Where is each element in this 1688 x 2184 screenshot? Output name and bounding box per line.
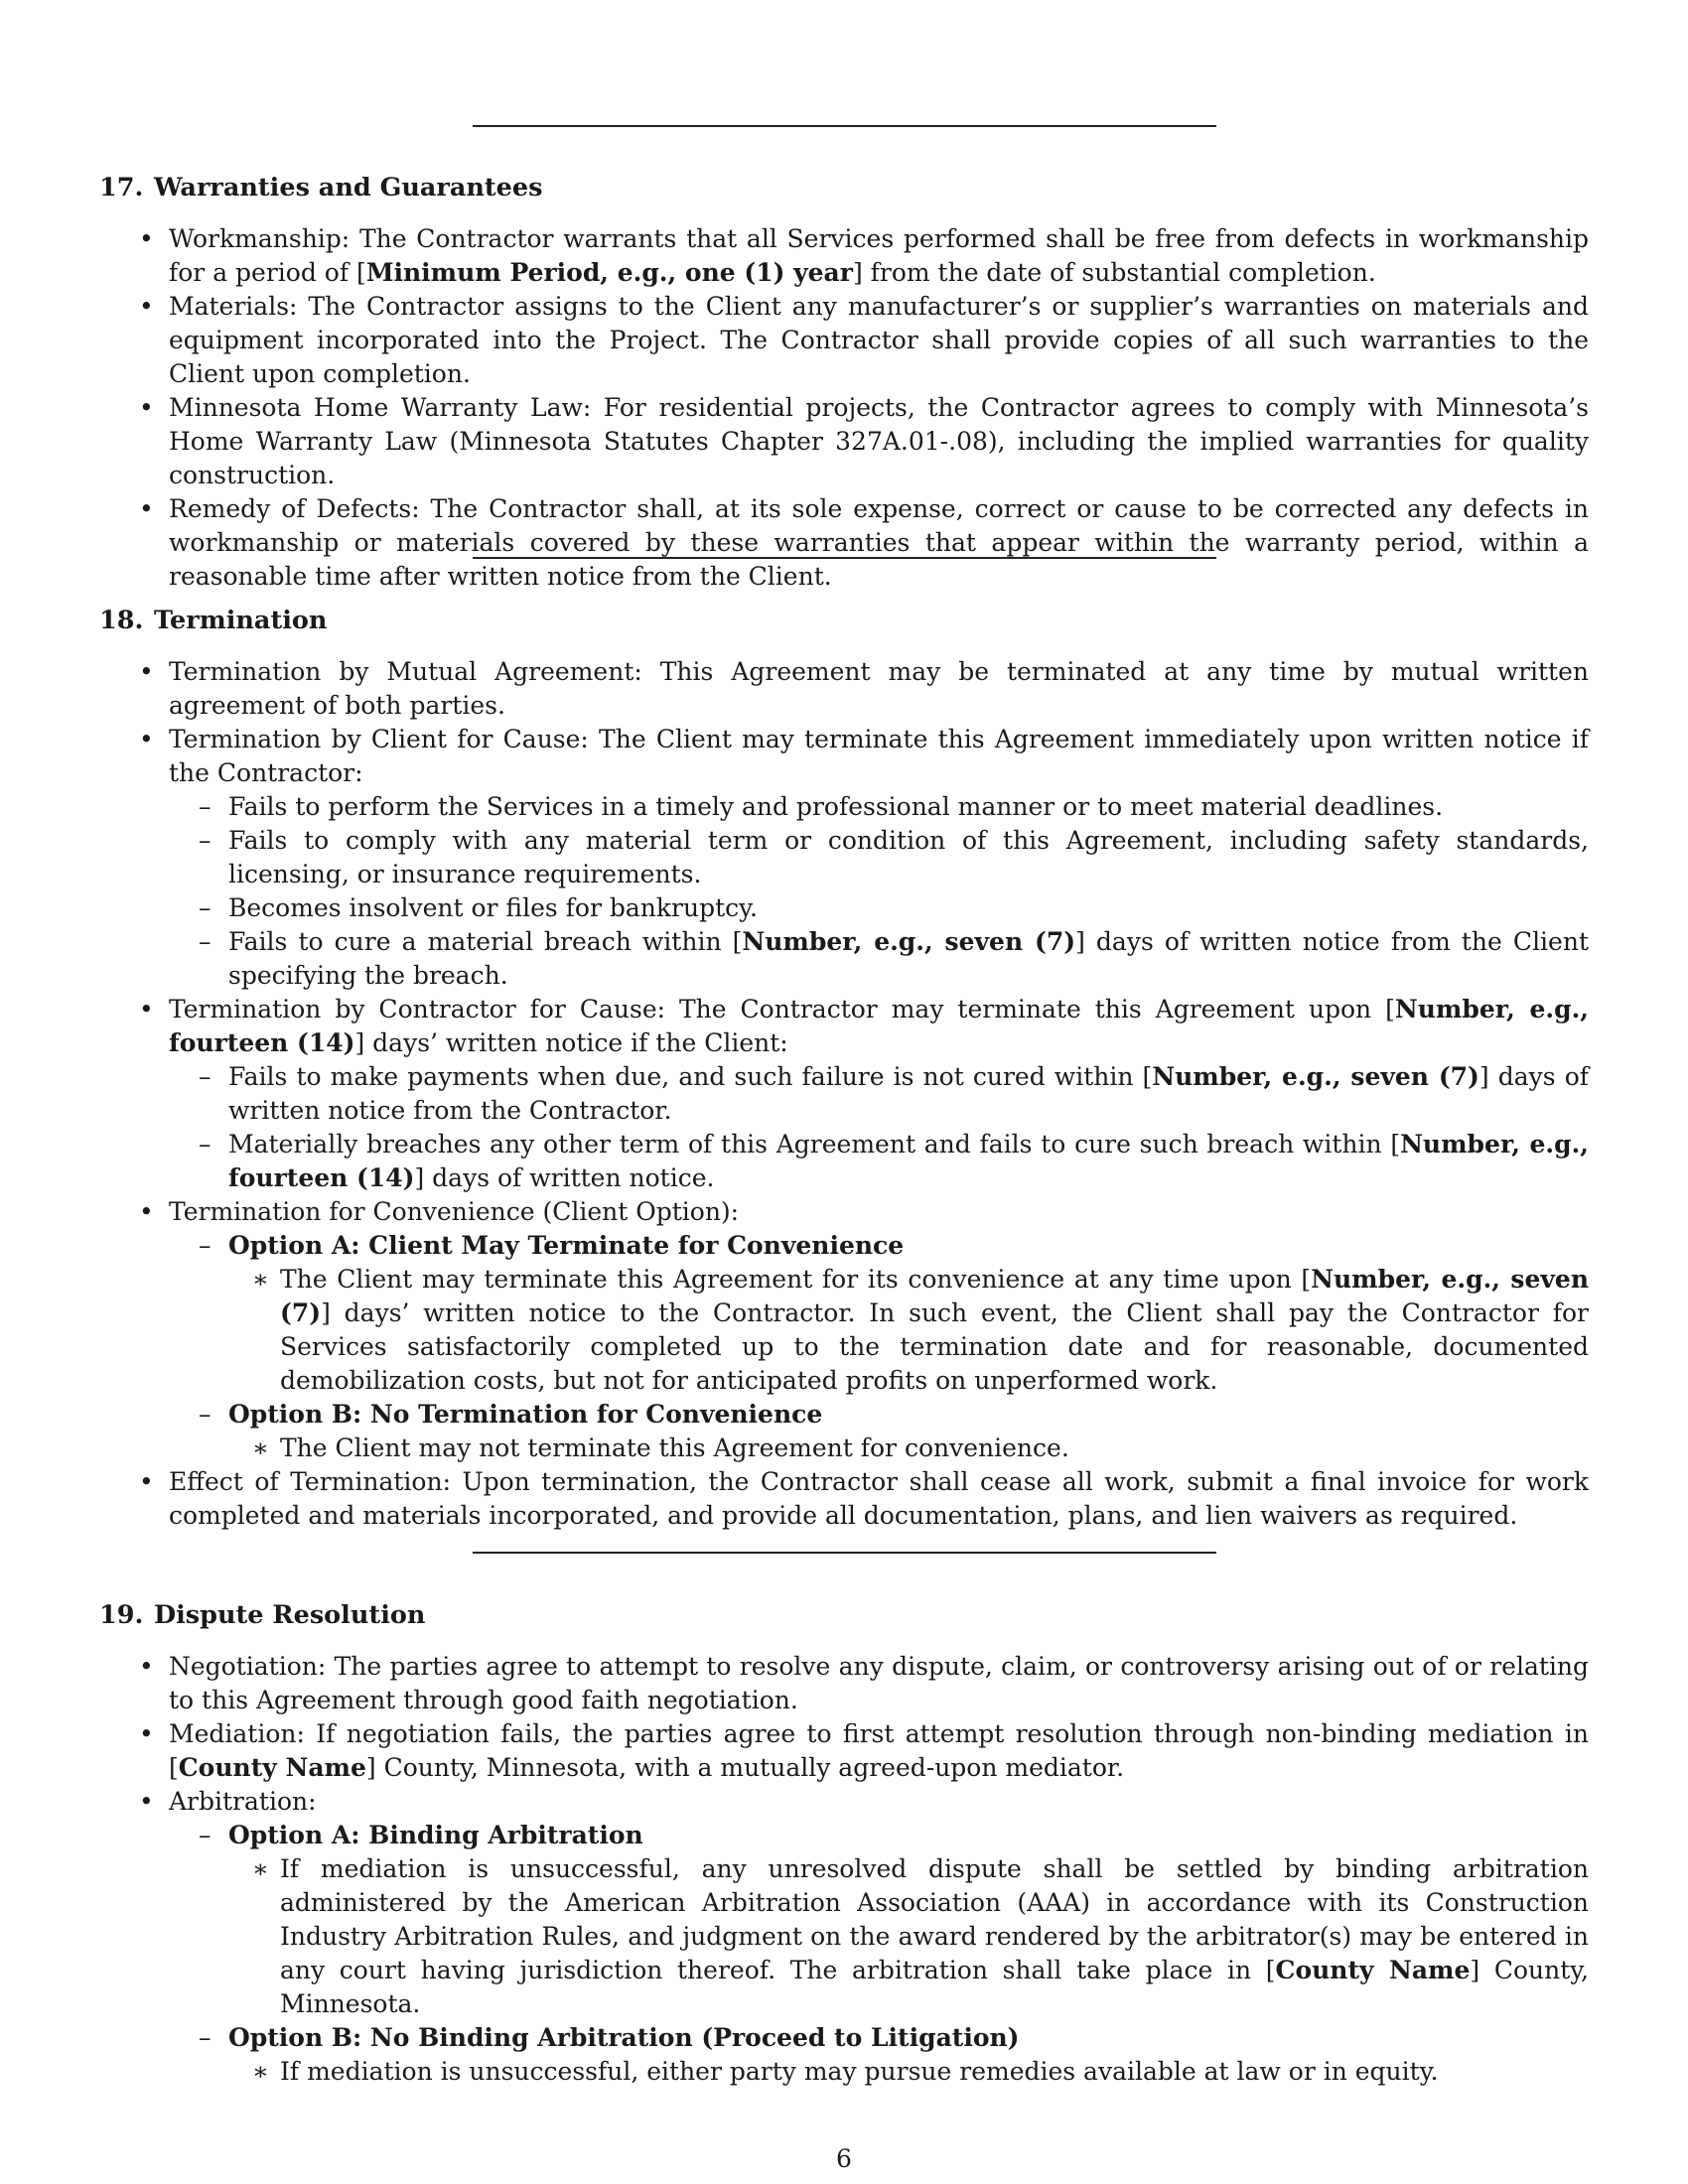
list-item: • Negotiation: The parties agree to attempt to resolve any dispute, claim, or controversy arising out of or relating to this Agreement through good faith negotiation. (99, 1650, 1589, 1717)
list-item: – Option A: Client May Terminate for Convenience ∗ The Client may terminate this Agreement for its convenience at any time upon [Number, e.g., seven (7)] days’ written notice to the Contractor. In such event, the Client shall pay the Contractor for Services satisfactorily completed up to the termination date and for reasonable, documented demobilization costs, but not for anticipated profits on unperformed work. (169, 1229, 1589, 1398)
list-item: ∗ If mediation is unsuccessful, any unresolved dispute shall be settled by binding arbitration administered by the American Arbitration Association (AAA) in accordance with its Construction Industry Arbitration Rules, and judgment on the award rendered by the arbitrator(s) may be entered in any court having jurisdiction thereof. The arbitration shall take place in [County Name] County, Minnesota. (228, 1852, 1589, 2021)
list-item: • Termination by Mutual Agreement: This Agreement may be terminated at any time by mutual written agreement of both parties. (99, 655, 1589, 723)
list-item: • Remedy of Defects: The Contractor shall, at its sole expense, correct or cause to be corrected any defects in workmanship or materials covered by these warranties that appear within the warranty period, within a reasonable time after written notice from the Client. (99, 492, 1589, 594)
list-item: ∗ The Client may terminate this Agreement for its convenience at any time upon [Number, e.g., seven (7)] days’ written notice to the Contractor. In such event, the Client shall pay the Contractor for Services satisfactorily completed up to the termination date and for reasonable, documented demobilization costs, but not for anticipated profits on unperformed work. (228, 1263, 1589, 1398)
section-heading (99, 1598, 1589, 1632)
section-title: Termination (154, 606, 328, 635)
section-title: Dispute Resolution (154, 1600, 426, 1630)
list-item: – Fails to comply with any material term or condition of this Agreement, including safety standards, licensing, or insurance requirements. (169, 824, 1589, 891)
list-item: – Option B: No Binding Arbitration (Proceed to Litigation) ∗ If mediation is unsuccessful, either party may pursue remedies available at law or in equity. (169, 2021, 1589, 2089)
section-number: 18. (99, 606, 144, 635)
list-item: • Mediation: If negotiation fails, the parties agree to first attempt resolution through non-binding mediation in [County Name] County, Minnesota, with a mutually agreed-upon mediator. (99, 1717, 1589, 1785)
list-item: – Option A: Binding Arbitration ∗ If mediation is unsuccessful, any unresolved dispute shall be settled by binding arbitration administered by the American Arbitration Association (AAA) in accordance with its Construction Industry Arbitration Rules, and judgment on the award rendered by the arbitrator(s) may be entered in any court having jurisdiction thereof. The arbitration shall take place in [County Name] County, Minnesota. (169, 1819, 1589, 2021)
section-heading (99, 171, 1589, 205)
list-item: ∗ The Client may not terminate this Agreement for convenience. (228, 1432, 1589, 1465)
section-divider (473, 1552, 1216, 1554)
section-title: Warranties and Guarantees (154, 173, 543, 203)
list-item: – Becomes insolvent or files for bankruptcy. (169, 891, 1589, 925)
section-dispute-resolution (99, 1598, 1589, 2089)
section-termination (99, 604, 1589, 1533)
section-number: 17. (99, 173, 144, 203)
list-item: – Fails to make payments when due, and such failure is not cured within [Number, e.g., seven (7)] days of written notice from the Contractor. (169, 1060, 1589, 1128)
list-item: • Termination by Contractor for Cause: The Contractor may terminate this Agreement upon [Number, e.g., fourteen (14)] days’ written notice if the Client: – Fails to make payments when due, and such failure is not cured within [Number, e.g., seven (7)] days of written notice from the Contractor. – Materially breaches any other term of this Agreement and fails to cure such breach within [Number, e.g., fourteen (14)] days of written notice. (99, 993, 1589, 1195)
list-item: • Termination for Convenience (Client Option): – Option A: Client May Terminate for Convenience ∗ The Client may terminate this Agreement for its convenience at any time upon [Number, e.g., seven (7)] days’ written notice to the Contractor. In such event, the Client shall pay the Contractor for Services satisfactorily completed up to the termination date and for reasonable, documented demobilization costs, but not for anticipated profits on unperformed work. – Option B: No Termination for Convenience ∗ The Client may not terminate this Agreement for convenience. (99, 1195, 1589, 1465)
page-number: 6 (836, 2144, 852, 2173)
list-item: – Option B: No Termination for Convenience ∗ The Client may not terminate this Agreement for convenience. (169, 1398, 1589, 1465)
list-item: • Workmanship: The Contractor warrants that all Services performed shall be free from defects in workmanship for a period of [Minimum Period, e.g., one (1) year] from the date of substantial completion. (99, 222, 1589, 290)
section-warranties (99, 171, 1589, 594)
section-divider (473, 125, 1216, 127)
list-item: ∗ If mediation is unsuccessful, either party may pursue remedies available at law or in equity. (228, 2055, 1589, 2089)
list-item: – Materially breaches any other term of this Agreement and fails to cure such breach within [Number, e.g., fourteen (14)] days of written notice. (169, 1128, 1589, 1195)
list-item: • Termination by Client for Cause: The Client may terminate this Agreement immediately upon written notice if the Contractor: – Fails to perform the Services in a timely and professional manner or to meet material deadlines. – Fails to comply with any material term or condition of this Agreement, including safety standards, licensing, or insurance requirements. – Becomes insolvent or files for bankruptcy. – Fails to cure a material breach within [Number, e.g., seven (7)] days of written notice from the Client specifying the breach. (99, 723, 1589, 993)
section-number: 19. (99, 1600, 144, 1630)
list-item: • Minnesota Home Warranty Law: For residential projects, the Contractor agrees to comply with Minnesota’s Home Warranty Law (Minnesota Statutes Chapter 327A.01-.08), including the implied warranties for quality construction. (99, 391, 1589, 492)
list-item: • Effect of Termination: Upon termination, the Contractor shall cease all work, submit a final invoice for work completed and materials incorporated, and provide all documentation, plans, and lien waivers as required. (99, 1465, 1589, 1533)
list-item: • Materials: The Contractor assigns to the Client any manufacturer’s or supplier’s warranties on materials and equipment incorporated into the Project. The Contractor shall provide copies of all such warranties to the Client upon completion. (99, 290, 1589, 391)
section-heading (99, 604, 1589, 637)
list-item: • Arbitration: – Option A: Binding Arbitration ∗ If mediation is unsuccessful, any unresolved dispute shall be settled by binding arbitration administered by the American Arbitration Association (AAA) in accordance with its Construction Industry Arbitration Rules, and judgment on the award rendered by the arbitrator(s) may be entered in any court having jurisdiction thereof. The arbitration shall take place in [County Name] County, Minnesota. – Option B: No Binding Arbitration (Proceed to Litigation) ∗ If mediation is unsuccessful, either party may pursue remedies available at law or in equity. (99, 1785, 1589, 2089)
list-item: – Fails to cure a material breach within [Number, e.g., seven (7)] days of written notice from the Client specifying the breach. (169, 925, 1589, 993)
section-divider (473, 557, 1216, 559)
list-item: – Fails to perform the Services in a timely and professional manner or to meet material deadlines. (169, 790, 1589, 824)
